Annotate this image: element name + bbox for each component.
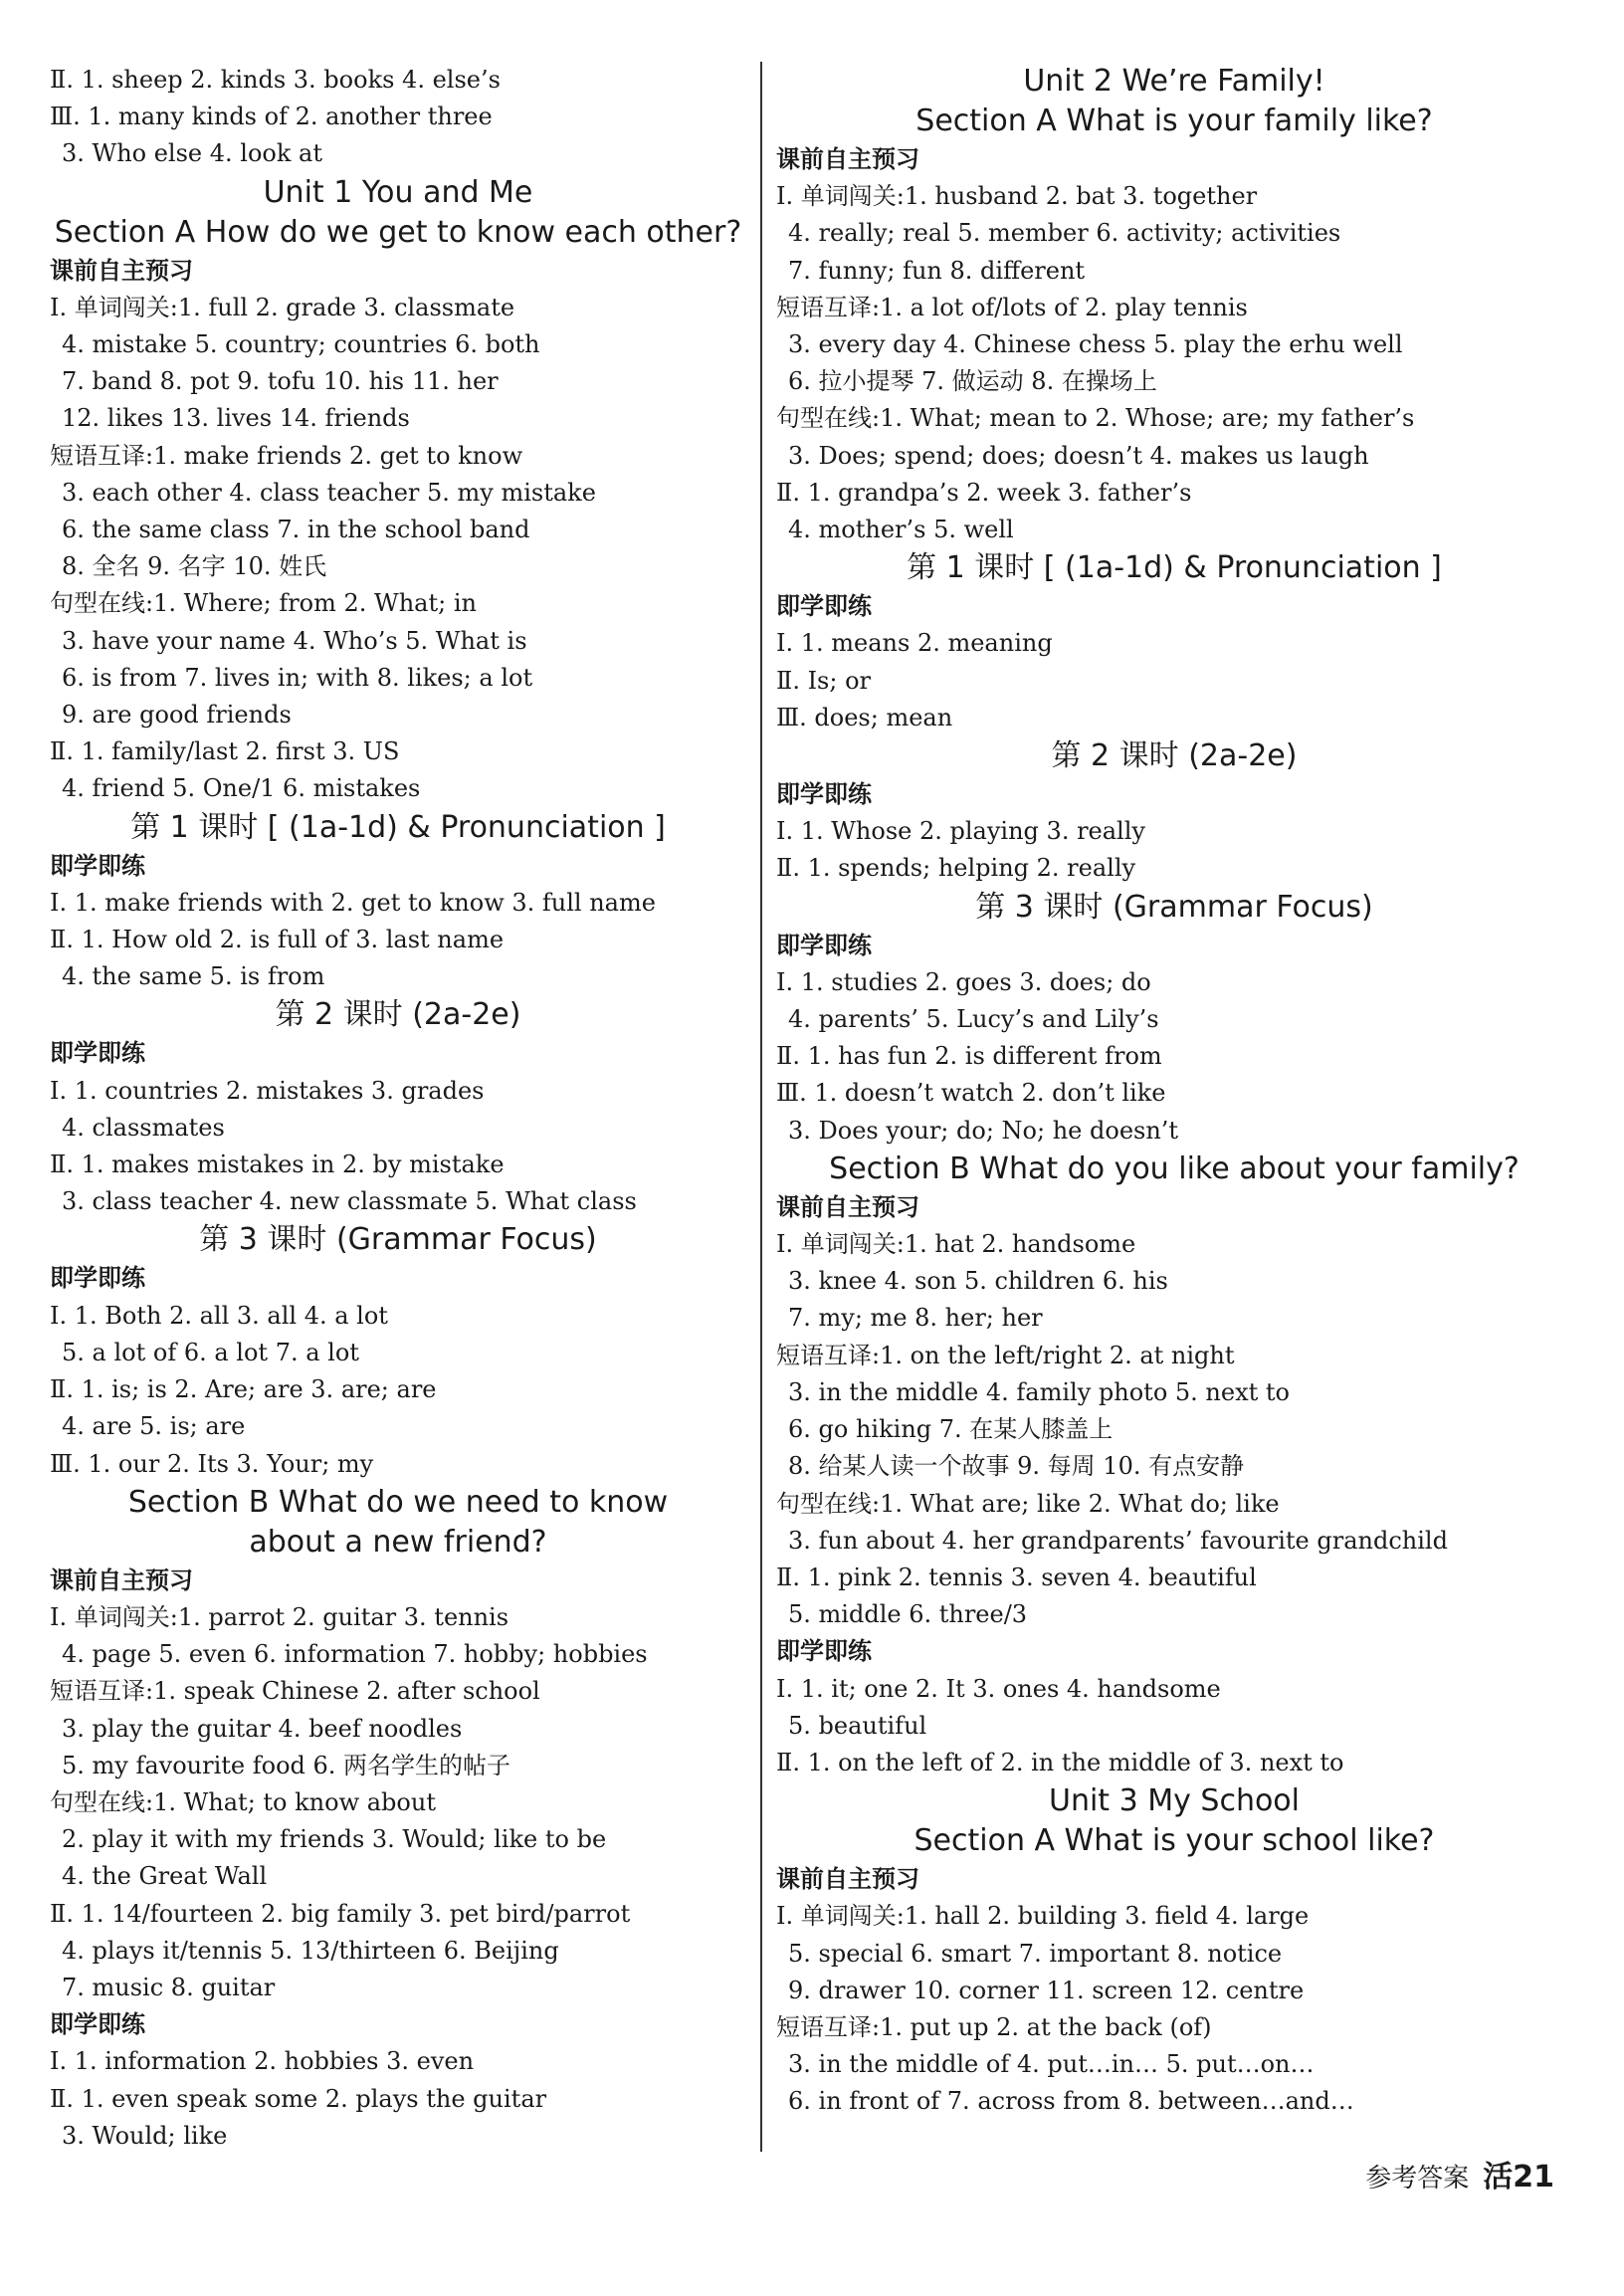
answer-line: Ⅱ. 1. has fun 2. is different from bbox=[776, 1042, 1162, 1071]
answer-line: 4. are 5. is; are bbox=[62, 1412, 246, 1441]
answer-line: 短语互译:1. on the left/right 2. at night bbox=[776, 1341, 1235, 1369]
subsection-label: 即学即练 bbox=[776, 592, 872, 621]
answer-line: Ⅰ. 单词闯关:1. hat 2. handsome bbox=[776, 1230, 1136, 1259]
right-column bbox=[776, 62, 1572, 2121]
section-heading: 第 3 课时 (Grammar Focus) bbox=[975, 889, 1373, 925]
answer-line: Ⅱ. 1. spends; helping 2. really bbox=[776, 854, 1136, 883]
answer-line: 6. the same class 7. in the school band bbox=[62, 516, 530, 544]
answer-line: 7. band 8. pot 9. tofu 10. his 11. her bbox=[62, 367, 499, 396]
section-heading: Section A What is your school like? bbox=[914, 1823, 1435, 1859]
answer-line: 3. in the middle of 4. put…in… 5. put…on… bbox=[788, 2050, 1315, 2079]
answer-line: Ⅱ. 1. 14/fourteen 2. big family 3. pet bird/parrot bbox=[50, 1899, 631, 1928]
answer-line: 5. beautiful bbox=[788, 1711, 927, 1740]
answer-line: 3. class teacher 4. new classmate 5. What class bbox=[62, 1187, 637, 1216]
subsection-label: 即学即练 bbox=[776, 780, 872, 809]
answer-line: 6. in front of 7. across from 8. between…and… bbox=[788, 2087, 1354, 2116]
section-heading: Unit 3 My School bbox=[1049, 1783, 1300, 1819]
answer-line: 4. really; real 5. member 6. activity; activities bbox=[788, 219, 1341, 248]
answer-line: 短语互译:1. put up 2. at the back (of) bbox=[776, 2012, 1212, 2041]
answer-line: 9. drawer 10. corner 11. screen 12. centre bbox=[788, 1976, 1305, 2004]
answer-line: 5. special 6. smart 7. important 8. notice bbox=[788, 1939, 1283, 1968]
answer-line: Ⅰ. 1. information 2. hobbies 3. even bbox=[50, 2047, 475, 2076]
section-heading: about a new friend? bbox=[249, 1524, 547, 1560]
answer-line: 短语互译:1. speak Chinese 2. after school bbox=[50, 1677, 540, 1706]
answer-line: 句型在线:1. What are; like 2. What do; like bbox=[776, 1489, 1280, 1518]
answer-line: Ⅲ. 1. doesn’t watch 2. don’t like bbox=[776, 1079, 1166, 1108]
column-divider bbox=[760, 62, 762, 2152]
answer-line: 12. likes 13. lives 14. friends bbox=[62, 404, 410, 433]
answer-line: Ⅰ. 1. means 2. meaning bbox=[776, 629, 1053, 658]
answer-line: 短语互译:1. make friends 2. get to know bbox=[50, 441, 523, 470]
answer-line: Ⅰ. 单词闯关:1. hall 2. building 3. field 4. large bbox=[776, 1902, 1310, 1931]
subsection-label: 课前自主预习 bbox=[776, 1192, 919, 1221]
answer-line: 4. mistake 5. country; countries 6. both bbox=[62, 330, 540, 359]
page-footer bbox=[1365, 2152, 1554, 2195]
section-heading: 第 2 课时 (2a-2e) bbox=[1051, 738, 1298, 774]
answer-line: Ⅰ. 1. it; one 2. It 3. ones 4. handsome bbox=[776, 1674, 1221, 1703]
answer-line: 6. 拉小提琴 7. 做运动 8. 在操场上 bbox=[788, 367, 1157, 396]
answer-line: 3. every day 4. Chinese chess 5. play the erhu well bbox=[788, 330, 1403, 359]
answer-line: 4. plays it/tennis 5. 13/thirteen 6. Beijing bbox=[62, 1936, 559, 1965]
subsection-label: 课前自主预习 bbox=[776, 1865, 919, 1894]
answer-line: 5. my favourite food 6. 两名学生的帖子 bbox=[62, 1751, 511, 1779]
answer-line: Ⅰ. 1. Both 2. all 3. all 4. a lot bbox=[50, 1301, 388, 1330]
section-heading: Section B What do we need to know bbox=[127, 1484, 669, 1520]
answer-line: Ⅰ. 1. countries 2. mistakes 3. grades bbox=[50, 1076, 485, 1105]
section-heading: Section A What is your family like? bbox=[915, 104, 1433, 138]
subsection-label: 课前自主预习 bbox=[50, 1565, 193, 1594]
answer-line: 7. my; me 8. her; her bbox=[788, 1304, 1043, 1333]
answer-line: 7. funny; fun 8. different bbox=[788, 256, 1086, 285]
section-heading: Section A How do we get to know each other? bbox=[54, 214, 742, 250]
answer-line: 3. knee 4. son 5. children 6. his bbox=[788, 1267, 1168, 1296]
answer-line: 5. middle 6. three/3 bbox=[788, 1600, 1028, 1629]
answer-line: Ⅲ. 1. many kinds of 2. another three bbox=[50, 103, 493, 131]
answer-line: 3. fun about 4. her grandparents’ favourite grandchild bbox=[788, 1526, 1448, 1555]
answer-line: Ⅱ. 1. family/last 2. first 3. US bbox=[50, 737, 400, 766]
answer-line: 6. go hiking 7. 在某人膝盖上 bbox=[788, 1415, 1114, 1444]
answer-line: 3. Would; like bbox=[62, 2121, 228, 2150]
answer-line: Ⅱ. 1. pink 2. tennis 3. seven 4. beautiful bbox=[776, 1563, 1257, 1591]
subsection-label: 即学即练 bbox=[776, 1637, 872, 1666]
answer-line: Ⅰ. 单词闯关:1. parrot 2. guitar 3. tennis bbox=[50, 1602, 509, 1631]
answer-line: Ⅰ. 单词闯关:1. full 2. grade 3. classmate bbox=[50, 293, 515, 321]
section-heading: Unit 1 You and Me bbox=[263, 174, 533, 210]
subsection-label: 课前自主预习 bbox=[776, 145, 919, 173]
answer-line: Ⅲ. does; mean bbox=[776, 703, 953, 731]
answer-line: Ⅱ. 1. How old 2. is full of 3. last name bbox=[50, 926, 505, 954]
answer-line: 4. mother’s 5. well bbox=[788, 516, 1014, 544]
subsection-label: 即学即练 bbox=[50, 1039, 145, 1068]
answer-line: 6. is from 7. lives in; with 8. likes; a lot bbox=[62, 663, 533, 692]
answer-line: Ⅰ. 1. make friends with 2. get to know 3. full name bbox=[50, 888, 656, 917]
answer-line: 4. the Great Wall bbox=[62, 1862, 268, 1891]
section-heading: Section B What do you like about your family? bbox=[829, 1150, 1520, 1186]
section-heading: 第 1 课时 [ (1a-1d) & Pronunciation ] bbox=[907, 550, 1442, 586]
answer-line: 8. 全名 9. 名字 10. 姓氏 bbox=[62, 552, 327, 581]
answer-line: 3. play the guitar 4. beef noodles bbox=[62, 1714, 463, 1743]
answer-line: Ⅰ. 单词闯关:1. husband 2. bat 3. together bbox=[776, 182, 1258, 211]
answer-line: 3. Does your; do; No; he doesn’t bbox=[788, 1116, 1179, 1145]
answer-line: 7. music 8. guitar bbox=[62, 1973, 276, 2001]
answer-line: 句型在线:1. Where; from 2. What; in bbox=[50, 589, 477, 618]
answer-line: 4. the same 5. is from bbox=[62, 962, 325, 991]
subsection-label: 即学即练 bbox=[776, 931, 872, 959]
answer-line: 4. friend 5. One/1 6. mistakes bbox=[62, 774, 421, 803]
answer-line: 3. in the middle 4. family photo 5. next to bbox=[788, 1377, 1290, 1406]
answer-line: 短语互译:1. a lot of/lots of 2. play tennis bbox=[776, 293, 1248, 321]
answer-line: Ⅱ. 1. makes mistakes in 2. by mistake bbox=[50, 1150, 505, 1179]
answer-line: Ⅱ. Is; or bbox=[776, 666, 872, 695]
answer-line: 4. parents’ 5. Lucy’s and Lily’s bbox=[788, 1005, 1159, 1034]
section-heading: Unit 2 We’re Family! bbox=[1023, 64, 1325, 99]
answer-line: 2. play it with my friends 3. Would; like to be bbox=[62, 1825, 607, 1854]
answer-line: Ⅱ. 1. is; is 2. Are; are 3. are; are bbox=[50, 1375, 437, 1404]
answer-line: 3. each other 4. class teacher 5. my mistake bbox=[62, 478, 596, 507]
section-heading: 第 2 课时 (2a-2e) bbox=[275, 997, 521, 1033]
answer-line: 8. 给某人读一个故事 9. 每周 10. 有点安静 bbox=[788, 1452, 1245, 1481]
answer-line: Ⅱ. 1. even speak some 2. plays the guitar bbox=[50, 2084, 547, 2113]
subsection-label: 即学即练 bbox=[50, 851, 145, 880]
answer-line: Ⅱ. 1. on the left of 2. in the middle of 3. next to bbox=[776, 1748, 1344, 1776]
answer-line: 4. classmates bbox=[62, 1113, 225, 1142]
subsection-label: 课前自主预习 bbox=[50, 256, 193, 285]
answer-line: 句型在线:1. What; to know about bbox=[50, 1787, 436, 1816]
answer-line: 9. are good friends bbox=[62, 701, 292, 730]
section-heading: 第 1 课时 [ (1a-1d) & Pronunciation ] bbox=[130, 809, 666, 845]
answer-line: Ⅱ. 1. sheep 2. kinds 3. books 4. else’s bbox=[50, 66, 501, 94]
answer-line: 句型在线:1. What; mean to 2. Whose; are; my father’s bbox=[776, 404, 1415, 433]
answer-line: 3. Who else 4. look at bbox=[62, 139, 322, 168]
answer-line: 3. Does; spend; does; doesn’t 4. makes us laugh bbox=[788, 441, 1369, 470]
answer-line: 5. a lot of 6. a lot 7. a lot bbox=[62, 1338, 359, 1366]
answer-line: Ⅰ. 1. studies 2. goes 3. does; do bbox=[776, 967, 1151, 996]
left-column bbox=[50, 62, 746, 2155]
answer-line: 4. page 5. even 6. information 7. hobby; hobbies bbox=[62, 1640, 648, 1669]
section-heading: 第 3 课时 (Grammar Focus) bbox=[199, 1222, 597, 1258]
subsection-label: 即学即练 bbox=[50, 1264, 145, 1293]
answer-line: 3. have your name 4. Who’s 5. What is bbox=[62, 626, 527, 655]
answer-line: Ⅲ. 1. our 2. Its 3. Your; my bbox=[50, 1449, 374, 1478]
page-number: 活21 bbox=[1483, 2160, 1554, 2194]
subsection-label: 即学即练 bbox=[50, 2010, 145, 2039]
footer-label: 参考答案 bbox=[1365, 2164, 1470, 2193]
answer-line: Ⅱ. 1. grandpa’s 2. week 3. father’s bbox=[776, 478, 1192, 507]
answer-line: Ⅰ. 1. Whose 2. playing 3. really bbox=[776, 817, 1145, 846]
